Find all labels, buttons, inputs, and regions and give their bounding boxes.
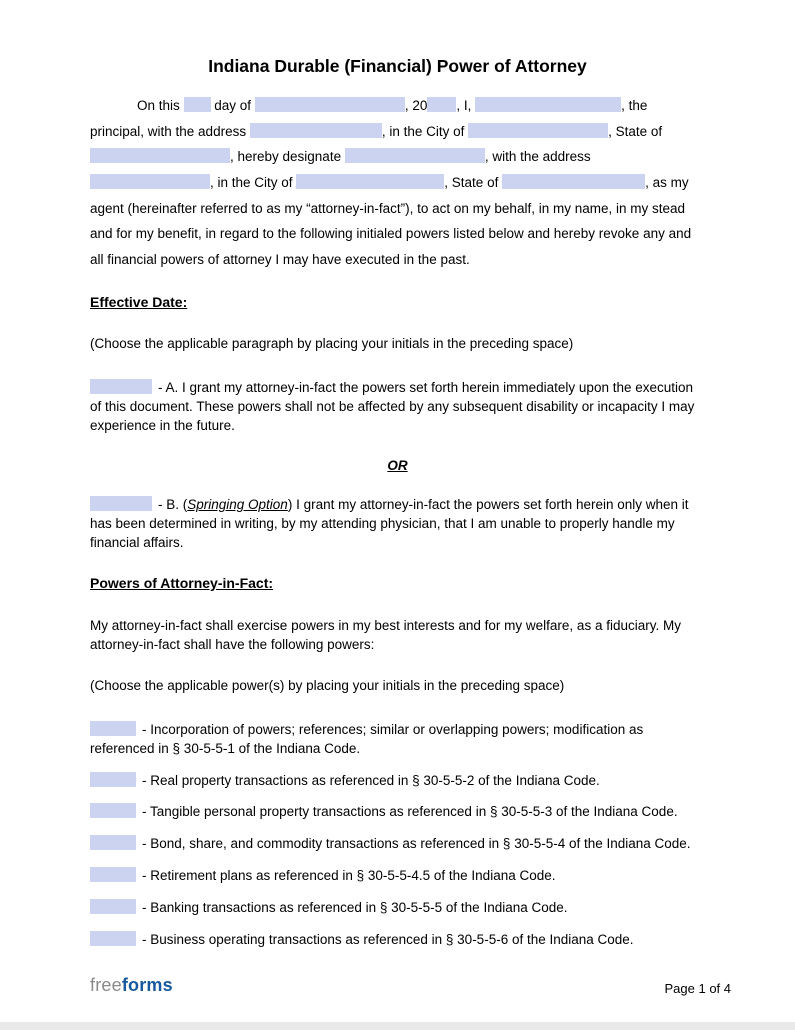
intro-paragraph <box>90 93 705 272</box>
option-b-paragraph <box>90 496 705 553</box>
power-item-business-operating <box>90 931 705 950</box>
day-field[interactable] <box>184 97 211 112</box>
option-a-initials-field[interactable] <box>90 379 152 394</box>
power-1-initials-field[interactable] <box>90 721 136 736</box>
month-field[interactable] <box>255 97 405 112</box>
power-item-text: - Retirement plans as referenced in § 30-5-5-4.5 of the Indiana Code. <box>142 868 556 884</box>
effective-date-note: (Choose the applicable paragraph by placing your initials in the preceding space) <box>90 336 574 352</box>
option-a-text: - A. I grant my attorney-in-fact the powers set forth herein immediately upon the execution of this document. These powers shall not be affected by any subsequent disability or incapacity I may experience in the future. <box>90 380 695 434</box>
intro-text: , in the City of <box>381 123 469 139</box>
intro-text: , in the City of <box>210 174 297 190</box>
power-item-text: - Business operating transactions as referenced in § 30-5-5-6 of the Indiana Code. <box>142 931 634 947</box>
intro-text: day of <box>210 98 255 113</box>
option-b-text-prefix: - B. ( <box>158 497 188 513</box>
intro-text: , hereby designate <box>230 149 345 165</box>
intro-text: , I, <box>456 98 476 113</box>
power-item-text: - Incorporation of powers; references; similar or overlapping powers; modification as referenced in § 30-5-5-1 of the Indiana Code. <box>90 721 644 756</box>
power-item-text: - Tangible personal property transactions as referenced in § 30-5-5-3 of the Indiana Code. <box>142 804 678 820</box>
power-item-incorporation <box>90 721 705 759</box>
principal-city-field[interactable] <box>468 123 608 138</box>
agent-address-field[interactable] <box>90 174 210 189</box>
power-7-initials-field[interactable] <box>90 931 136 946</box>
option-a-paragraph <box>90 379 705 436</box>
principal-state-field[interactable] <box>90 148 230 163</box>
option-b-initials-field[interactable] <box>90 496 152 511</box>
power-2-initials-field[interactable] <box>90 772 136 787</box>
page-footer <box>0 975 795 996</box>
power-item-text: - Real property transactions as referenced in § 30-5-5-2 of the Indiana Code. <box>142 772 600 788</box>
power-6-initials-field[interactable] <box>90 899 136 914</box>
year-field[interactable] <box>427 97 456 112</box>
intro-text: , with the address <box>484 149 591 165</box>
freeforms-logo <box>90 975 173 996</box>
principal-address-field[interactable] <box>250 123 382 138</box>
intro-text: , 20 <box>404 98 428 113</box>
power-item-banking <box>90 899 705 918</box>
intro-text: , State of <box>444 174 503 190</box>
agent-name-field[interactable] <box>345 148 485 163</box>
intro-text: , the principal, with the address <box>90 98 648 139</box>
brand-free-text: free <box>90 975 122 995</box>
effective-date-heading: Effective Date: <box>90 294 188 311</box>
power-item-tangible-property <box>90 803 705 822</box>
power-5-initials-field[interactable] <box>90 867 136 882</box>
or-label: OR <box>387 458 408 474</box>
or-divider <box>90 458 705 473</box>
power-3-initials-field[interactable] <box>90 803 136 818</box>
powers-heading: Powers of Attorney-in-Fact: <box>90 574 274 591</box>
springing-option-label: Springing Option <box>187 497 288 513</box>
power-item-retirement-plans <box>90 867 705 886</box>
power-item-text: - Banking transactions as referenced in § 30-5-5-5 of the Indiana Code. <box>142 900 568 916</box>
power-item-bond-share-commodity <box>90 835 705 854</box>
intro-text: On this <box>137 98 184 113</box>
power-item-text: - Bond, share, and commodity transactions as referenced in § 30-5-5-4 of the Indiana Code. <box>142 836 691 852</box>
agent-state-field[interactable] <box>502 174 645 189</box>
page-number: Page 1 of 4 <box>664 981 731 996</box>
powers-note: (Choose the applicable power(s) by placing your initials in the preceding space) <box>90 677 565 693</box>
agent-city-field[interactable] <box>296 174 444 189</box>
option-b-text-suffix: ) I grant my attorney-in-fact the powers set forth herein only when it has been determined in writing, by my attending physician, that I am unable to properly handle my financial affairs. <box>90 497 689 550</box>
power-4-initials-field[interactable] <box>90 835 136 850</box>
principal-name-field[interactable] <box>475 97 621 112</box>
power-item-real-property <box>90 772 705 791</box>
intro-text: , as my agent (hereinafter referred to as my “attorney-in-fact”), to act on my behalf, in my name, in my stead and for my benefit, in regard to the following initialed powers listed below and hereby revoke any and all financial powers of attorney I may have executed in the past. <box>90 174 692 267</box>
intro-text: , State of <box>608 123 663 139</box>
document-title: Indiana Durable (Financial) Power of Attorney <box>208 56 587 76</box>
brand-forms-text: forms <box>121 975 173 995</box>
powers-intro: My attorney-in-fact shall exercise powers in my best interests and for my welfare, as a fiduciary. My attorney-in-fact shall have the following powers: <box>90 617 681 653</box>
